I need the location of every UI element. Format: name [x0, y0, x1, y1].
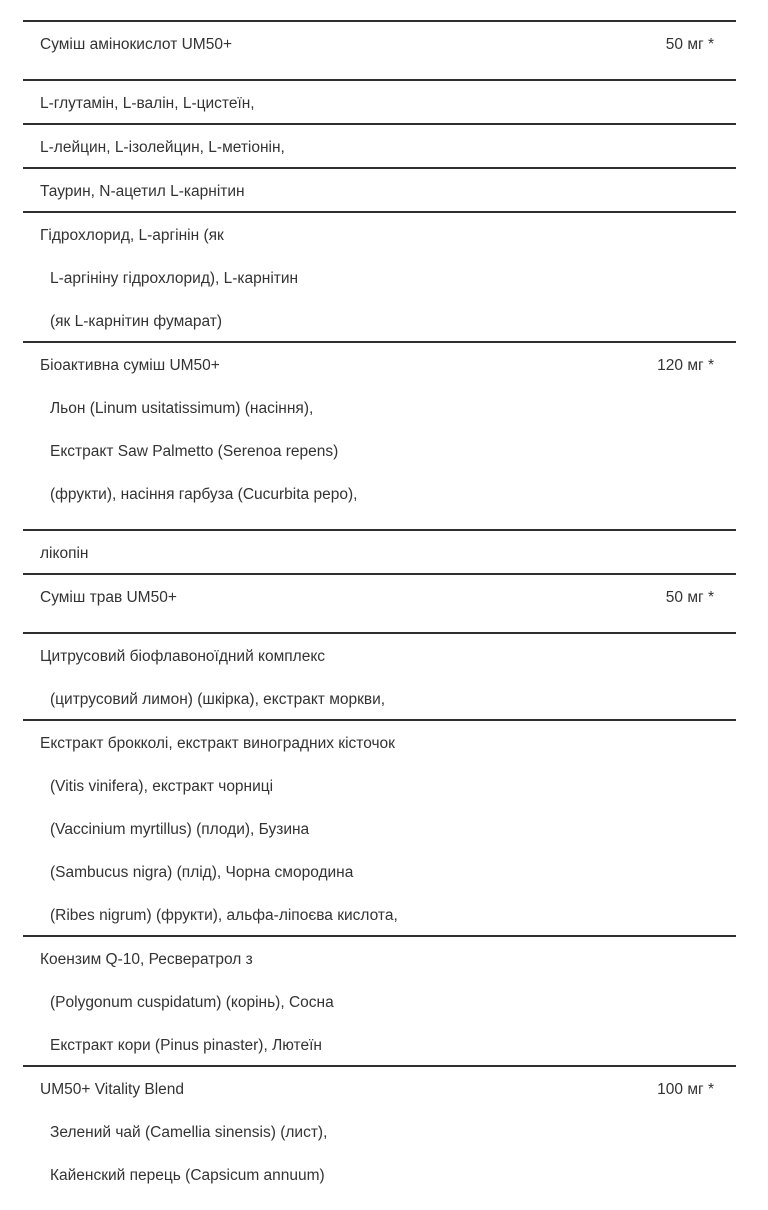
row-text: Таурин, N-ацетил L-карнітин: [40, 183, 245, 200]
row-text: Зелений чай (Camellia sinensis) (лист),: [50, 1124, 328, 1141]
row-text: (фрукти), насіння гарбуза (Cucurbita pepo),: [50, 486, 358, 503]
row-text: (Polygonum cuspidatum) (корінь), Сосна: [50, 994, 334, 1011]
table-row: [23, 529, 736, 573]
row-text: Суміш амінокислот UM50+: [40, 36, 233, 53]
row-text: (Vitis vinifera), екстракт чорниці: [50, 778, 274, 795]
row-text: (Ribes nigrum) (фрукти), альфа-ліпоєва кислота,: [50, 907, 398, 924]
table-row: [23, 935, 736, 1065]
table-row: [23, 123, 736, 167]
row-text: (Vaccinium myrtillus) (плоди), Бузина: [50, 821, 310, 838]
row-text: Цитрусовий біофлавоноїдний комплекс: [40, 648, 326, 665]
row-text: Біоактивна суміш UM50+: [40, 357, 220, 374]
row-text: Коензим Q-10, Ресвератрол з: [40, 951, 253, 968]
row-text: (як L-карнітин фумарат): [50, 313, 223, 330]
row-text: Екстракт брокколі, екстракт виноградних кісточок: [40, 735, 395, 752]
row-text: L-глутамін, L-валін, L-цистеїн,: [40, 95, 255, 112]
table-row: [23, 632, 736, 719]
table-row: [23, 573, 736, 632]
table-row: [23, 167, 736, 211]
row-amount: 100 мг *: [657, 1081, 714, 1098]
table-row: [23, 211, 736, 341]
row-text: Екстракт Saw Palmetto (Serenoa repens): [50, 443, 339, 460]
row-text: L-аргініну гідрохлорид), L-карнітин: [50, 270, 299, 287]
row-text: Екстракт кори (Pinus pinaster), Лютеїн: [50, 1037, 322, 1054]
table-row: [23, 341, 736, 529]
row-amount: 50 мг *: [665, 36, 714, 53]
table-row: [23, 79, 736, 123]
ingredients-table: [23, 20, 736, 1210]
row-amount: 50 мг *: [665, 589, 714, 606]
row-text: Суміш трав UM50+: [40, 589, 177, 606]
row-text: Кайенский перець (Capsicum annuum): [50, 1167, 325, 1184]
row-text: UM50+ Vitality Blend: [40, 1081, 185, 1098]
row-amount: 120 мг *: [657, 357, 714, 374]
row-text: лікопін: [40, 545, 89, 562]
table-row: [23, 20, 736, 79]
row-text: Льон (Linum usitatissimum) (насіння),: [50, 400, 314, 417]
row-text: (Sambucus nigra) (плід), Чорна смородина: [50, 864, 354, 881]
row-text: Гідрохлорид, L-аргінін (як: [40, 227, 224, 244]
table-row: [23, 719, 736, 935]
table-row: [23, 1065, 736, 1210]
row-text: (цитрусовий лимон) (шкірка), екстракт моркви,: [50, 691, 386, 708]
row-text: L-лейцин, L-ізолейцин, L-метіонін,: [40, 139, 285, 156]
